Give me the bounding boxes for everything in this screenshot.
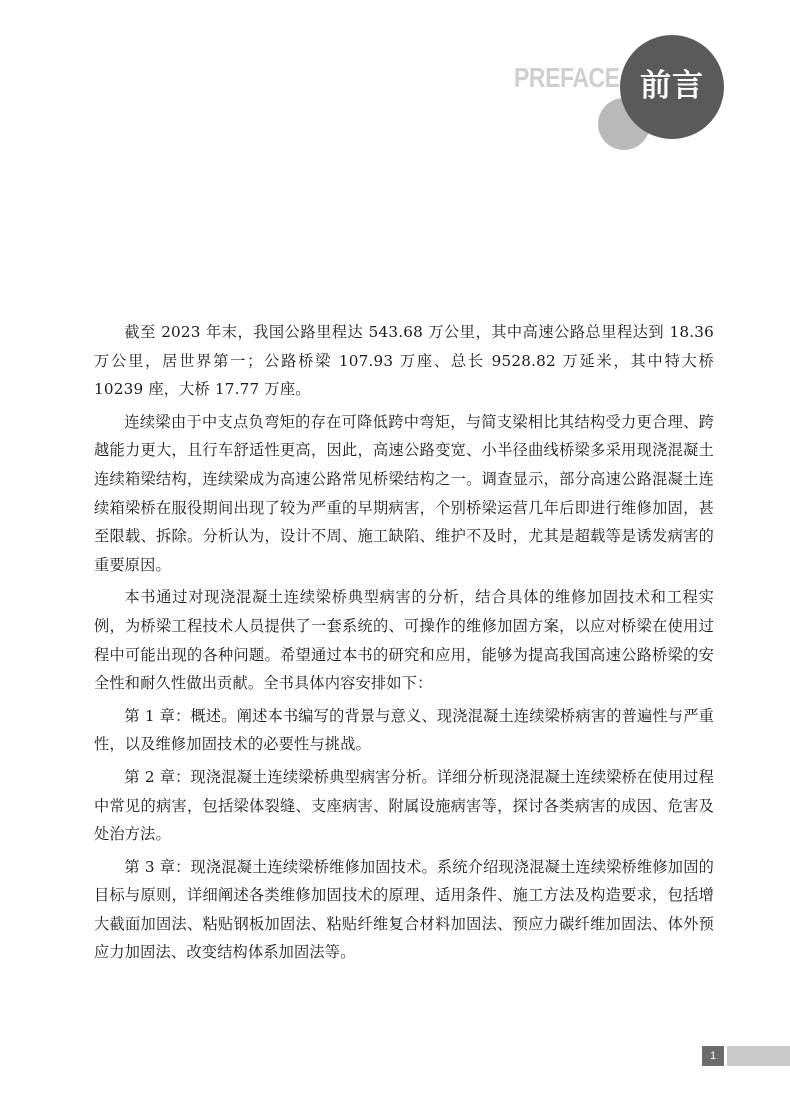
preface-word: PREFACE [514,62,620,93]
page-number: 1 [702,1046,724,1066]
paragraph: 截至 2023 年末，我国公路里程达 543.68 万公里，其中高速公路总里程达到 18.36 万公里，居世界第一；公路桥梁 107.93 万座、总长 9528.82 万延米，其中特大桥 10239 座，大桥 17.77 万座。 [94,323,714,399]
footer-bar [727,1046,790,1066]
paragraph: 连续梁由于中支点负弯矩的存在可降低跨中弯矩，与简支梁相比其结构受力更合理、跨越能力更大，且行车舒适性更高，因此，高速公路变宽、小半径曲线桥梁多采用现浇混凝土连续箱梁结构，连续梁成为高速公路常见桥梁结构之一。调查显示，部分高速公路混凝土连续箱梁桥在服役期间出现了较为严重的早期病害，个别桥梁运营几年后即进行维修加固，甚至限载、拆除。分析认为，设计不周、施工缺陷、维护不及时，尤其是超载等是诱发病害的重要原因。 [94,412,714,574]
paragraph: 本书通过对现浇混凝土连续梁桥典型病害的分析，结合具体的维修加固技术和工程实例，为桥梁工程技术人员提供了一套系统的、可操作的维修加固方案，以应对桥梁在使用过程中可能出现的各种问题。希望通过本书的研究和应用，能够为提高我国高速公路桥梁的安全性和耐久性做出贡献。全书具体内容安排如下： [94,588,714,693]
paragraph: 第 2 章：现浇混凝土连续梁桥典型病害分析。详细分析现浇混凝土连续梁桥在使用过程中常见的病害，包括梁体裂缝、支座病害、附属设施病害等，探讨各类病害的成因、危害及处治方法。 [94,767,714,844]
paragraph: 第 3 章：现浇混凝土连续梁桥维修加固技术。系统介绍现浇混凝土连续梁桥维修加固的目标与原则，详细阐述各类维修加固技术的原理、适用条件、施工方法及构造要求，包括增大截面加固法、粘贴钢板加固法、粘贴纤维复合材料加固法、预应力碳纤维加固法、体外预应力加固法、改变结构体系加固法等。 [94,857,714,962]
chapter-title: 前言 [640,68,704,104]
paragraph: 第 1 章：概述。阐述本书编写的背景与意义、现浇混凝土连续梁桥病害的普遍性与严重性，以及维修加固技术的必要性与挑战。 [94,706,714,754]
body-text [94,318,714,971]
chapter-header [0,0,790,160]
